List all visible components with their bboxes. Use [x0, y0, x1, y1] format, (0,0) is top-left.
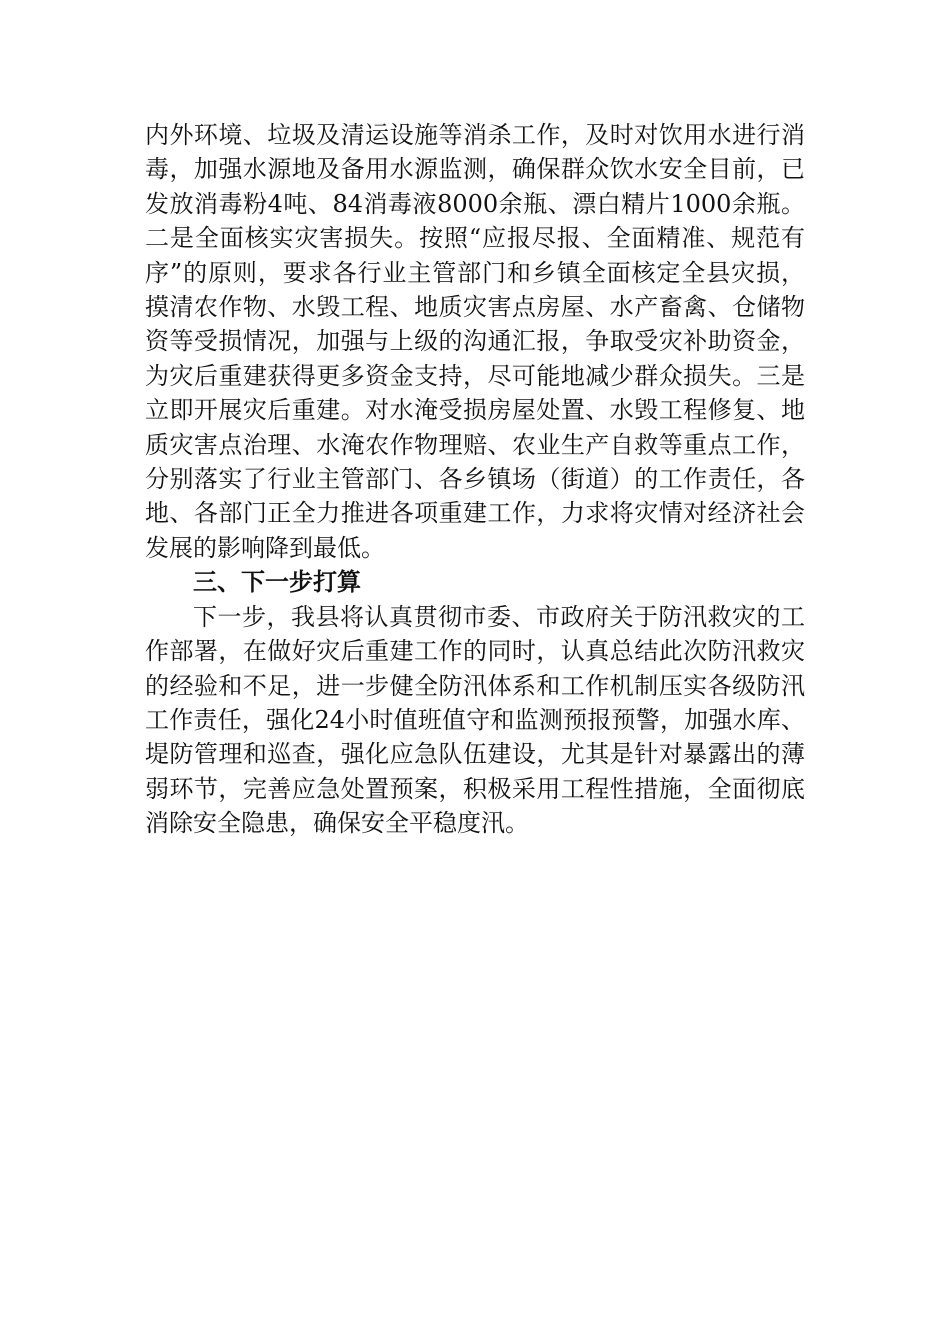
paragraph-next-steps: 下一步，我县将认真贯彻市委、市政府关于防汛救灾的工作部署，在做好灾后重建工作的同时，认真总结此次防汛救灾的经验和不足，进一步健全防汛体系和工作机制压实各级防汛工作责任，强化24小时值班值守和监测预报预警，加强水库、堤防管理和巡查，强化应急队伍建设，尤其是针对暴露出的薄弱环节，完善应急处置预案，积极采用工程性措施，全面彻底消除安全隐患，确保安全平稳度汛。: [145, 602, 805, 838]
document-body: [145, 118, 805, 841]
section-heading: 三、下一步打算: [193, 568, 361, 597]
paragraph-continuation: 内外环境、垃圾及清运设施等消杀工作，及时对饮用水进行消毒，加强水源地及备用水源监测，确保群众饮水安全目前，已发放消毒粉4吨、84消毒液8000余瓶、漂白精片1000余瓶。二是全面核实灾害损失。按照“应报尽报、全面精准、规范有序”的原则，要求各行业主管部门和乡镇全面核定全县灾损，摸清农作物、水毁工程、地质灾害点房屋、水产畜禽、仓储物资等受损情况，加强与上级的沟通汇报，争取受灾补助资金，为灾后重建获得更多资金支持，尽可能地减少群众损失。三是立即开展灾后重建。对水淹受损房屋处置、水毁工程修复、地质灾害点治理、水淹农作物理赔、农业生产自救等重点工作，分别落实了行业主管部门、各乡镇场（街道）的工作责任，各地、各部门正全力推进各项重建工作，力求将灾情对经济社会发展的影响降到最低。: [145, 121, 805, 562]
